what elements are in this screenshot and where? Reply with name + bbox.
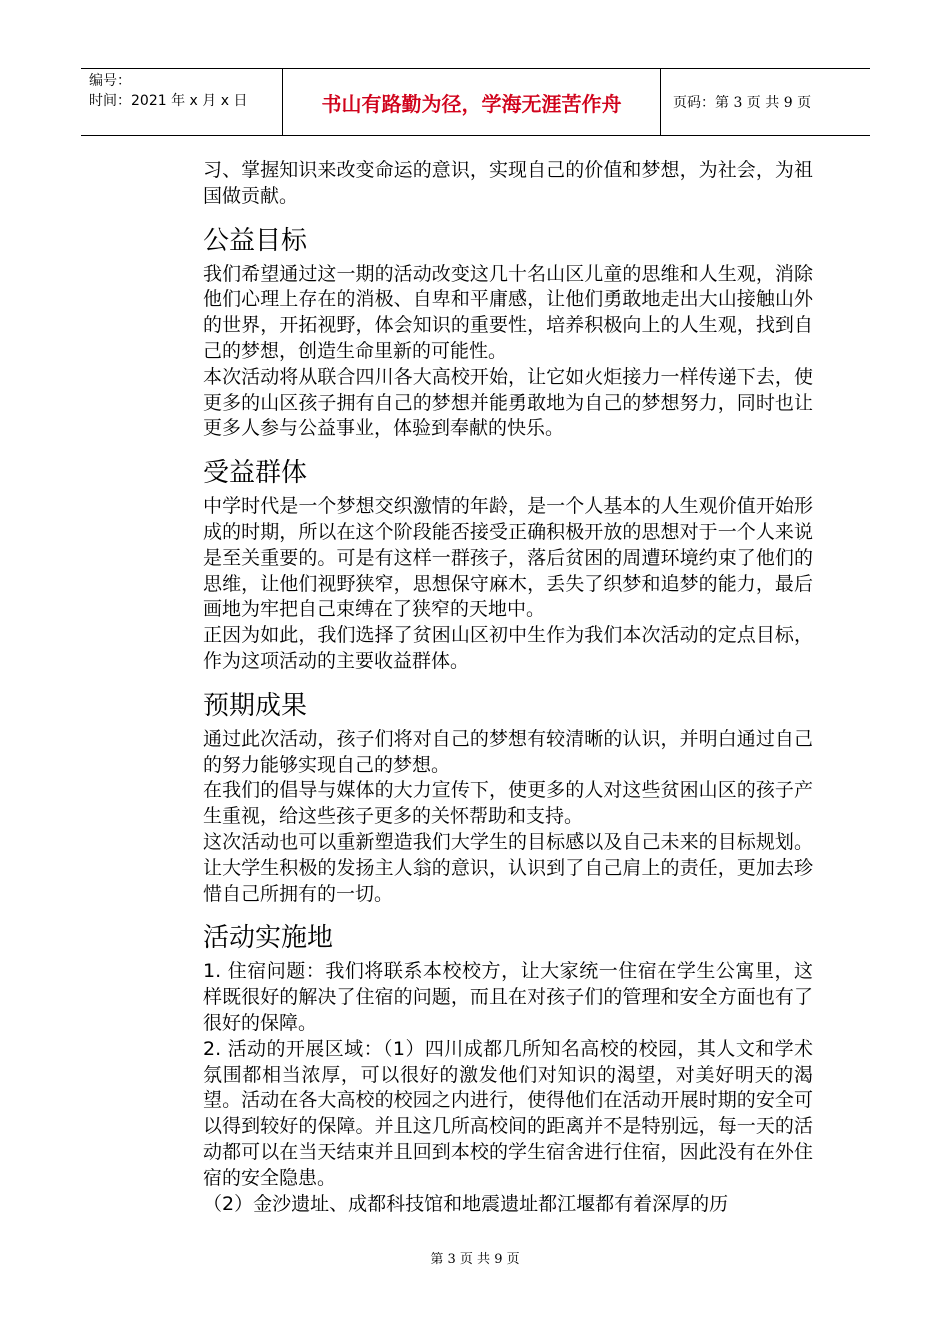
section-expected-results — [203, 689, 813, 908]
paragraph: 在我们的倡导与媒体的大力宣传下，使更多的人对这些贫困山区的孩子产生重视，给这些孩子更多的关怀帮助和支持。 — [203, 779, 813, 828]
header-meta — [81, 69, 283, 135]
header-motto: 书山有路勤为径，学海无涯苦作舟 — [283, 69, 661, 135]
page-footer: 第 3 页 共 9 页 — [430, 1252, 520, 1267]
section-beneficiaries — [203, 456, 813, 675]
section-public-goal — [203, 224, 813, 443]
section-heading: 预期成果 — [203, 690, 308, 721]
page-header — [81, 68, 870, 136]
paragraph: 这次活动也可以重新塑造我们大学生的目标感以及自己未来的目标规划。让大学生积极的发扬主人翁的意识，认识到了自己肩上的责任，更加去珍惜自己所拥有的一切。 — [203, 830, 813, 905]
section-heading: 活动实施地 — [203, 923, 334, 954]
paragraph: 本次活动将从联合四川各大高校开始，让它如火炬接力一样传递下去，使更多的山区孩子拥有自己的梦想并能勇敢地为自己的梦想努力，同时也让更多人参与公益事业，体验到奉献的快乐。 — [203, 365, 813, 440]
paragraph: 2. 活动的开展区域：（1）四川成都几所知名高校的校园，其人文和学术氛围都相当浓厚，可以很好的激发他们对知识的渴望，对美好明天的渴望。活动在各大高校的校园之内进行，使得他们在活动开展时期的安全可以得到较好的保障。并且这几所高校间的距离并不是特别远，每一天的活动都可以在当天结束并且回到本校的学生宿舍进行住宿，因此没有在外住宿的安全隐患。 — [203, 1037, 813, 1189]
header-page-info: 页码：第 3 页 共 9 页 — [673, 95, 812, 111]
section-venue — [203, 921, 813, 1217]
paragraph: 正因为如此，我们选择了贫困山区初中生作为我们本次活动的定点目标，作为这项活动的主要收益群体。 — [203, 624, 813, 672]
paragraph: 1. 住宿问题：我们将联系本校校方，让大家统一住宿在学生公寓里，这样既很好的解决了住宿的问题，而且在对孩子们的管理和安全方面也有了很好的保障。 — [203, 960, 813, 1034]
paragraph: 中学时代是一个梦想交织激情的年龄，是一个人基本的人生观价值开始形成的时期，所以在这个阶段能否接受正确积极开放的思想对于一个人来说是至关重要的。可是有这样一群孩子，落后贫困的周遭环境约束了他们的思维，让他们视野狭窄，思想保守麻木，丢失了织梦和追梦的能力，最后画地为牢把自己束缚在了狭窄的天地中。 — [203, 495, 813, 621]
time-label: 时间：2021 年 x 月 x 日 — [89, 93, 248, 109]
paragraph: （2）金沙遗址、成都科技馆和地震遗址都江堰都有着深厚的历 — [203, 1192, 729, 1215]
section-heading: 受益群体 — [203, 458, 308, 489]
document-body — [203, 158, 813, 1217]
paragraph: 通过此次活动，孩子们将对自己的梦想有较清晰的认识，并明白通过自己的努力能够实现自己的梦想。 — [203, 727, 813, 776]
paragraph: 我们希望通过这一期的活动改变这几十名山区儿童的思维和人生观，消除他们心理上存在的消极、自卑和平庸感，让他们勇敢地走出大山接触山外的世界，开拓视野，体会知识的重要性，培养积极向上的人生观，找到自己的梦想，创造生命里新的可能性。 — [203, 262, 813, 362]
section-heading: 公益目标 — [203, 225, 308, 256]
intro-paragraph: 习、掌握知识来改变命运的意识，实现自己的价值和梦想，为社会，为祖国做贡献。 — [203, 159, 813, 207]
serial-label: 编号： — [89, 73, 131, 89]
